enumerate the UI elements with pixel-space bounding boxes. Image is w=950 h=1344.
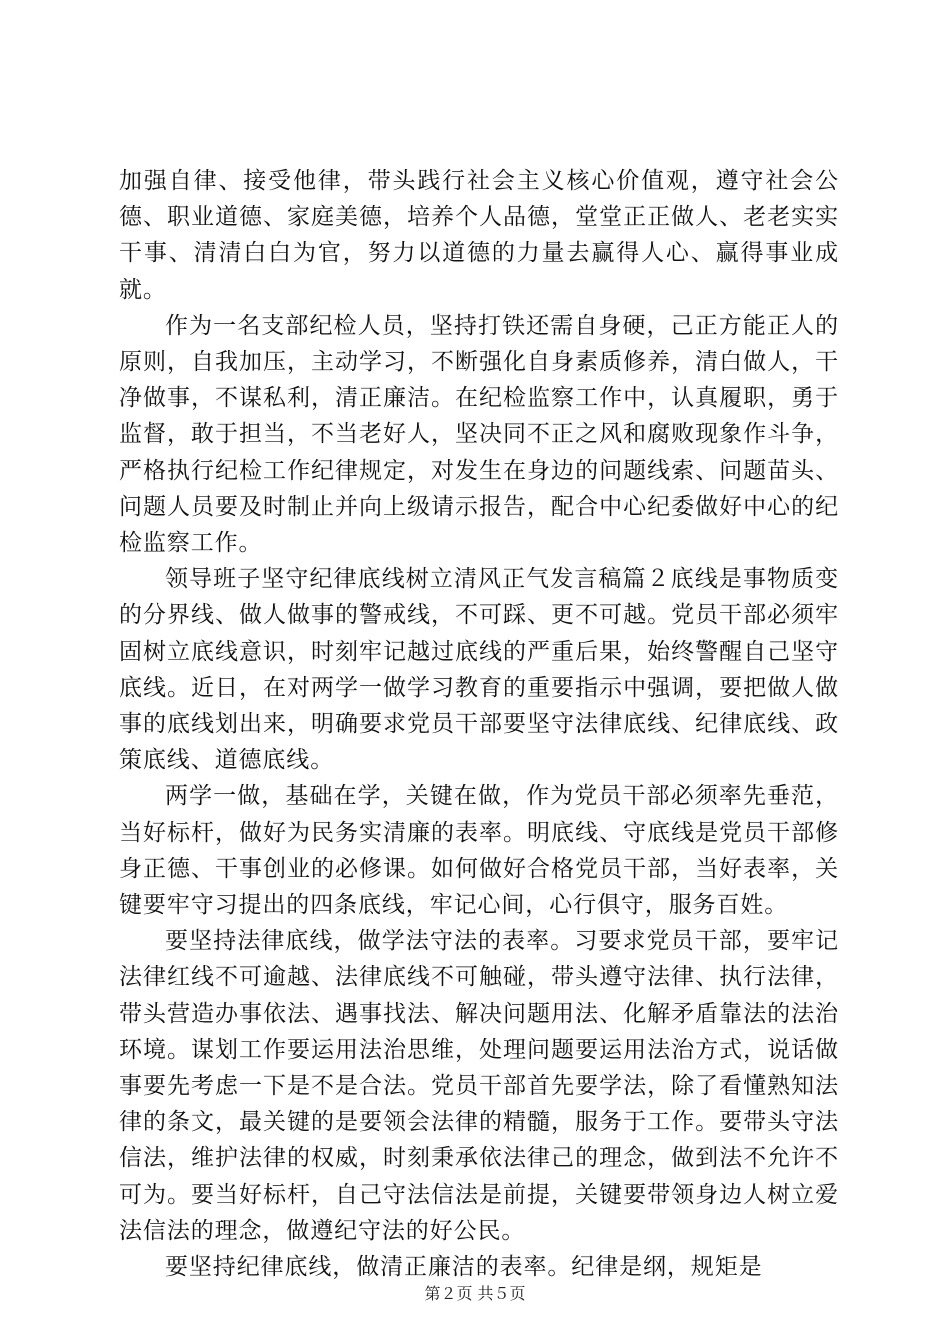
paragraph-1: 加强自律、接受他律，带头践行社会主义核心价值观，遵守社会公德、职业道德、家庭美德，培养个人品德，堂堂正正做人、老老实实干事、清清白白为官，努力以道德的力量去赢得人心、赢得事业成就。	[119, 168, 839, 303]
page-number-footer: 第２页 共５页	[424, 1284, 526, 1303]
document-body	[119, 163, 839, 1285]
paragraph-4: 两学一做，基础在学，关键在做，作为党员干部必须率先垂范，当好标杆，做好为民务实清廉的表率。明底线、守底线是党员干部修身正德、干事创业的必修课。如何做好合格党员干部，当好表率，关键要牢守习提出的四条底线，牢记心间，心行俱守，服务百姓。	[119, 783, 839, 919]
paragraph-2: 作为一名支部纪检人员，坚持打铁还需自身硬，己正方能正人的原则，自我加压，主动学习，不断强化自身素质修养，清白做人，干净做事，不谋私利，清正廉洁。在纪检监察工作中，认真履职，勇于监督，敢于担当，不当老好人，坚决同不正之风和腐败现象作斗争，严格执行纪检工作纪律规定，对发生在身边的问题线索、问题苗头、问题人员要及时制止并向上级请示报告，配合中心纪委做好中心的纪检监察工作。	[119, 312, 839, 557]
paragraph-6: 要坚持纪律底线，做清正廉洁的表率。纪律是纲，规矩是	[165, 1254, 763, 1281]
paragraph-3: 领导班子坚守纪律底线树立清风正气发言稿篇２底线是事物质变的分界线、做人做事的警戒线，不可踩、更不可越。党员干部必须牢固树立底线意识，时刻牢记越过底线的严重后果，始终警醒自己坚守底线。近日，在对两学一做学习教育的重要指示中强调，要把做人做事的底线划出来，明确要求党员干部要坚守法律底线、纪律底线、政策底线、道德底线。	[119, 566, 839, 774]
paragraph-5: 要坚持法律底线，做学法守法的表率。习要求党员干部，要牢记法律红线不可逾越、法律底线不可触碰，带头遵守法律、执行法律，带头营造办事依法、遇事找法、解决问题用法、化解矛盾靠法的法治环境。谋划工作要运用法治思维，处理问题要运用法治方式，说话做事要先考虑一下是不是合法。党员干部首先要学法，除了看懂熟知法律的条文，最关键的是要领会法律的精髓，服务于工作。要带头守法信法，维护法律的权威，时刻秉承依法律己的理念，做到法不允许不可为。要当好标杆，自己守法信法是前提，关键要带领身边人树立爱法信法的理念，做遵纪守法的好公民。	[119, 928, 839, 1244]
